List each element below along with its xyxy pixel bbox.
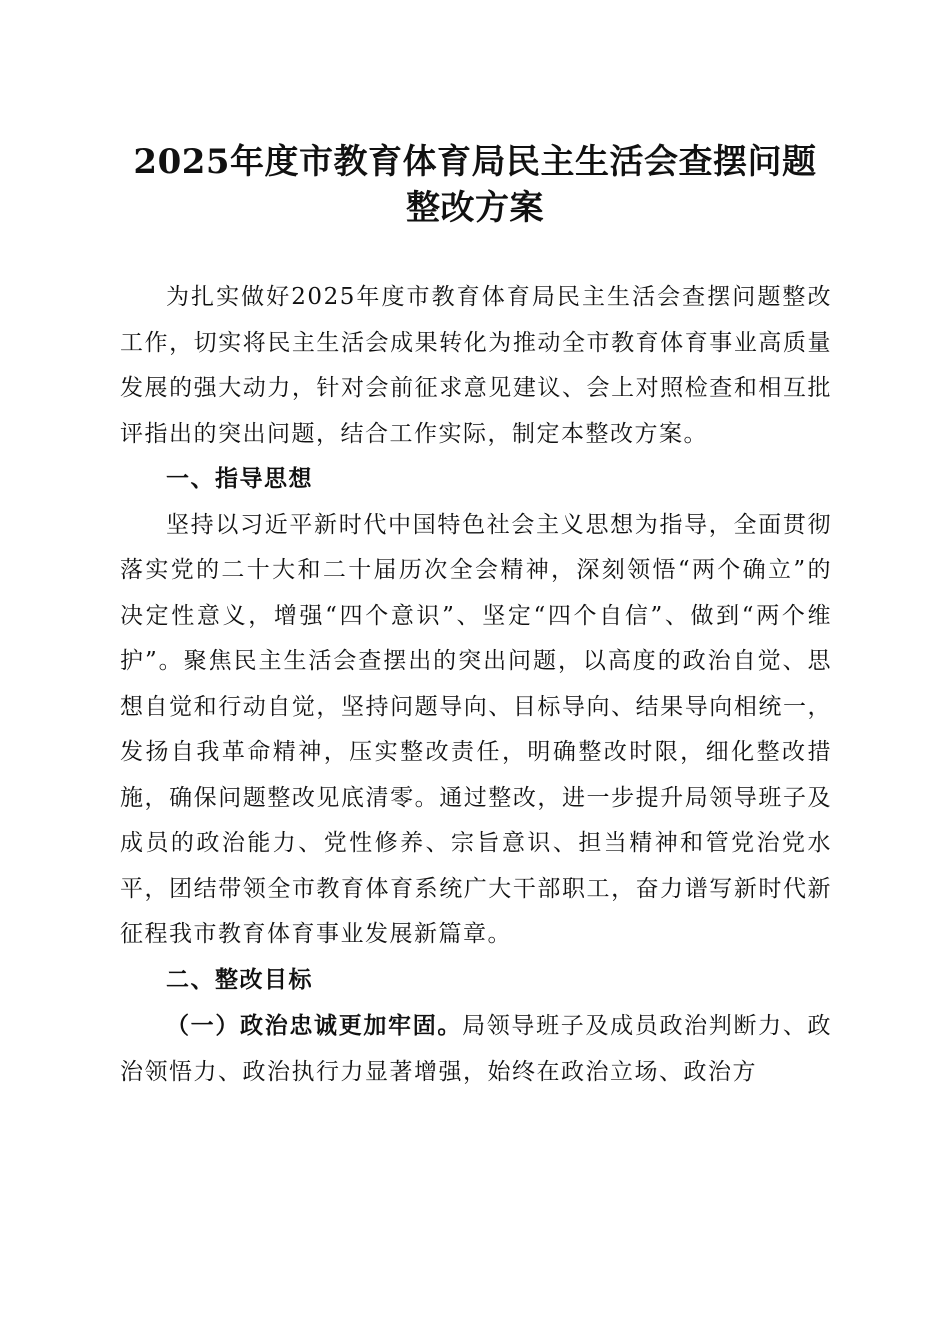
section1-heading: 一、指导思想	[166, 466, 313, 492]
section2-item1-body: 局领导班子及成员政治判断力、政治领悟力、政治执行力显著增强，始终在政治立场、政治方	[120, 1013, 833, 1085]
section2-item1-lead: （一）政治忠诚更加牢固。	[166, 1012, 463, 1039]
document-title-line1: 2025年度市教育体育局民主生活会查摆问题	[133, 142, 817, 182]
document-title-line2: 整改方案	[406, 188, 544, 228]
intro-paragraph: 为扎实做好2025年度市教育体育局民主生活会查摆问题整改工作，切实将民主生活会成果转化为推动全市教育体育事业高质量发展的强大动力，针对会前征求意见建议、会上对照检查和相互批评指出的突出问题，结合工作实际，制定本整改方案。	[120, 284, 832, 447]
section1-paragraph: 坚持以习近平新时代中国特色社会主义思想为指导，全面贯彻落实党的二十大和二十届历次全会精神，深刻领悟“两个确立”的决定性意义，增强“四个意识”、坚定“四个自信”、做到“两个维护”。聚焦民主生活会查摆出的突出问题，以高度的政治自觉、思想自觉和行动自觉，坚持问题导向、目标导向、结果导向相统一，发扬自我革命精神，压实整改责任，明确整改时限，细化整改措施，确保问题整改见底清零。通过整改，进一步提升局领导班子及成员的政治能力、党性修养、宗旨意识、担当精神和管党治党水平，团结带领全市教育体育系统广大干部职工，奋力谱写新时代新征程我市教育体育事业发展新篇章。	[120, 511, 832, 947]
section2-heading: 二、整改目标	[166, 966, 313, 993]
document-body	[120, 275, 832, 1095]
section2-item1-paragraph	[120, 1003, 832, 1095]
